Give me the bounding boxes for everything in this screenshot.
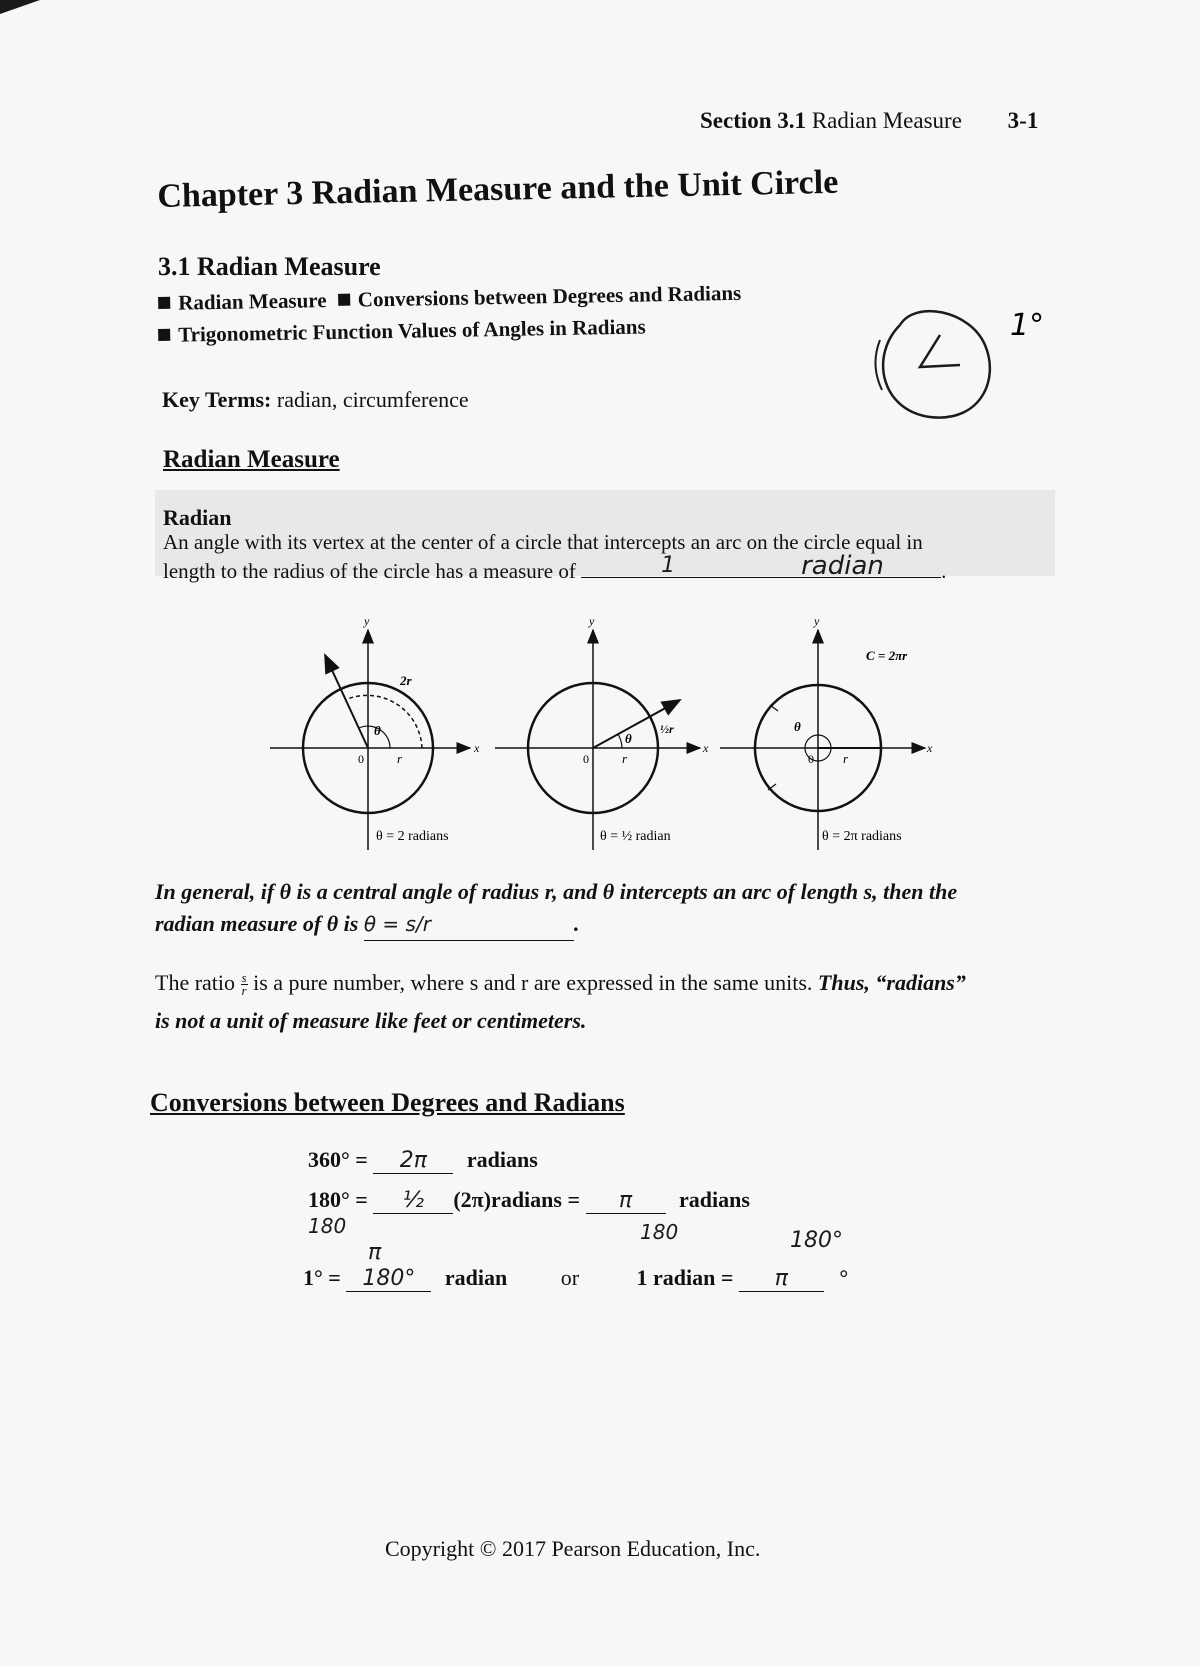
ratio-statement bbox=[155, 964, 966, 1040]
conv1-right: radians bbox=[466, 1147, 538, 1172]
margin-note: 1° bbox=[1010, 308, 1045, 343]
conv3-right: radian bbox=[444, 1265, 508, 1290]
ratio-prefix: The ratio bbox=[155, 970, 236, 995]
fig1-origin: 0 bbox=[358, 752, 364, 766]
general-answer: θ = s/r bbox=[363, 912, 431, 936]
conv2-blank-2[interactable] bbox=[586, 1187, 666, 1214]
ratio-frac-num: s bbox=[241, 970, 247, 986]
conv3-answer: 180° bbox=[362, 1266, 416, 1291]
fig3-caption: θ = 2π radians bbox=[822, 829, 902, 844]
fig2-origin: 0 bbox=[583, 752, 589, 766]
fig1-arc-label: 2r bbox=[400, 673, 412, 688]
conversions-heading: Conversions between Degrees and Radians bbox=[150, 1088, 625, 1117]
conv2-note: 180 bbox=[308, 1214, 347, 1238]
conv3-blank[interactable] bbox=[346, 1265, 431, 1292]
key-terms-value: radian, circumference bbox=[276, 387, 469, 412]
conv2-right: radians bbox=[679, 1187, 750, 1212]
conv2-answer: ½ bbox=[402, 1188, 424, 1213]
ratio-emph-1: Thus, “radians” bbox=[817, 970, 966, 995]
general-statement bbox=[155, 876, 957, 941]
ratio-line-1 bbox=[155, 964, 966, 1002]
ratio-emph-2: is not a unit of measure like feet or centimeters. bbox=[155, 1008, 587, 1033]
general-blank[interactable] bbox=[364, 908, 574, 941]
general-line-2-wrap: radian measure of θ is θ = s/r . bbox=[155, 908, 957, 941]
conv2-mid: (2π)radians = bbox=[453, 1187, 580, 1212]
conv1-left: 360° = bbox=[308, 1147, 368, 1172]
fig2-y: y bbox=[589, 615, 595, 628]
margin-sketch-circle bbox=[860, 295, 1060, 425]
definition-line-2: length to the radius of the circle has a measure of 1 radian . bbox=[163, 551, 947, 583]
topic-3: Trigonometric Function Values of Angles in Radians bbox=[177, 314, 646, 347]
page-number: 3-1 bbox=[1007, 108, 1039, 133]
scan-corner-mark bbox=[0, 0, 40, 14]
conversion-line-1 bbox=[308, 1147, 538, 1174]
fig2-caption: θ = ½ radian bbox=[600, 829, 671, 844]
conv3-above: π bbox=[368, 1240, 382, 1265]
bullet-square-icon bbox=[158, 297, 170, 309]
conv3b-left: 1 radian = bbox=[636, 1265, 734, 1290]
conversion-line-2 bbox=[308, 1187, 750, 1214]
fig2-x: x bbox=[703, 741, 709, 755]
fig2-arc-label: ½r bbox=[660, 722, 674, 736]
fig1-r: r bbox=[397, 751, 403, 766]
definition-blank[interactable] bbox=[581, 551, 941, 581]
answer-number: 1 bbox=[661, 553, 676, 578]
definition-line-2-text: length to the radius of the circle has a measure of bbox=[163, 559, 576, 583]
topic-line-1 bbox=[158, 281, 741, 316]
radian-figures bbox=[260, 615, 960, 855]
conv1-blank[interactable] bbox=[373, 1147, 453, 1174]
key-terms-label: Key Terms: bbox=[162, 387, 272, 412]
fig3-y: y bbox=[814, 615, 820, 628]
fig2-r: r bbox=[622, 751, 628, 766]
figure-3 bbox=[720, 615, 933, 850]
fig1-theta: θ bbox=[374, 723, 381, 738]
figure-1 bbox=[270, 615, 480, 850]
ratio-mid: is a pure number, where s and r are expressed in the same units. bbox=[253, 970, 813, 995]
conv2-blank[interactable] bbox=[373, 1187, 453, 1214]
ratio-frac-den: r bbox=[241, 983, 247, 999]
definition-line-1: An angle with its vertex at the center of a circle that intercepts an arc on the circle equal in bbox=[163, 530, 923, 554]
fig1-x: x bbox=[474, 741, 480, 755]
general-line-1: In general, if θ is a central angle of radius r, and θ intercepts an arc of length s, then the bbox=[155, 879, 958, 904]
ratio-fraction bbox=[241, 972, 248, 997]
fig2-theta: θ bbox=[625, 731, 632, 746]
topic-2: Conversions between Degrees and Radians bbox=[357, 280, 742, 312]
conv2-left: 180° = bbox=[308, 1187, 368, 1212]
conv2-note-2: 180 bbox=[640, 1220, 679, 1244]
conv2-answer-2: π bbox=[618, 1188, 633, 1213]
conv1-answer: 2π bbox=[399, 1148, 427, 1173]
general-line-2: radian measure of θ is bbox=[155, 911, 359, 936]
conversion-line-3 bbox=[303, 1265, 848, 1292]
chapter-title: Chapter 3 Radian Measure and the Unit Circle bbox=[157, 163, 839, 215]
bullet-square-icon bbox=[158, 329, 170, 341]
key-terms bbox=[162, 387, 469, 413]
page-header bbox=[700, 108, 1038, 134]
copyright: Copyright © 2017 Pearson Education, Inc. bbox=[385, 1536, 761, 1561]
fig3-origin: 0 bbox=[808, 752, 814, 766]
fig3-r: r bbox=[843, 751, 849, 766]
fig3-theta: θ bbox=[794, 719, 801, 734]
header-section: Section 3.1 bbox=[700, 108, 807, 133]
answer-word: radian bbox=[801, 551, 884, 581]
conv3b-above: 180° bbox=[790, 1228, 843, 1253]
topic-1: Radian Measure bbox=[177, 288, 327, 315]
section-title: 3.1 Radian Measure bbox=[158, 252, 381, 281]
bullet-square-icon bbox=[338, 294, 350, 306]
fig3-arc-label: C = 2πr bbox=[866, 648, 908, 663]
radian-heading: Radian Measure bbox=[163, 446, 340, 473]
fig1-y: y bbox=[364, 615, 370, 628]
conv3b-answer: π bbox=[774, 1266, 789, 1291]
conv-or: or bbox=[560, 1265, 580, 1290]
conv3-left: 1° = bbox=[303, 1265, 341, 1290]
fig3-x: x bbox=[927, 741, 933, 755]
conv3b-blank[interactable] bbox=[739, 1265, 824, 1292]
topic-line-2 bbox=[158, 314, 646, 348]
fig1-caption: θ = 2 radians bbox=[376, 829, 449, 844]
definition-term: Radian bbox=[163, 505, 232, 530]
header-title: Radian Measure bbox=[811, 108, 962, 133]
conv3b-right: ° bbox=[839, 1265, 849, 1290]
figure-2 bbox=[495, 615, 709, 850]
